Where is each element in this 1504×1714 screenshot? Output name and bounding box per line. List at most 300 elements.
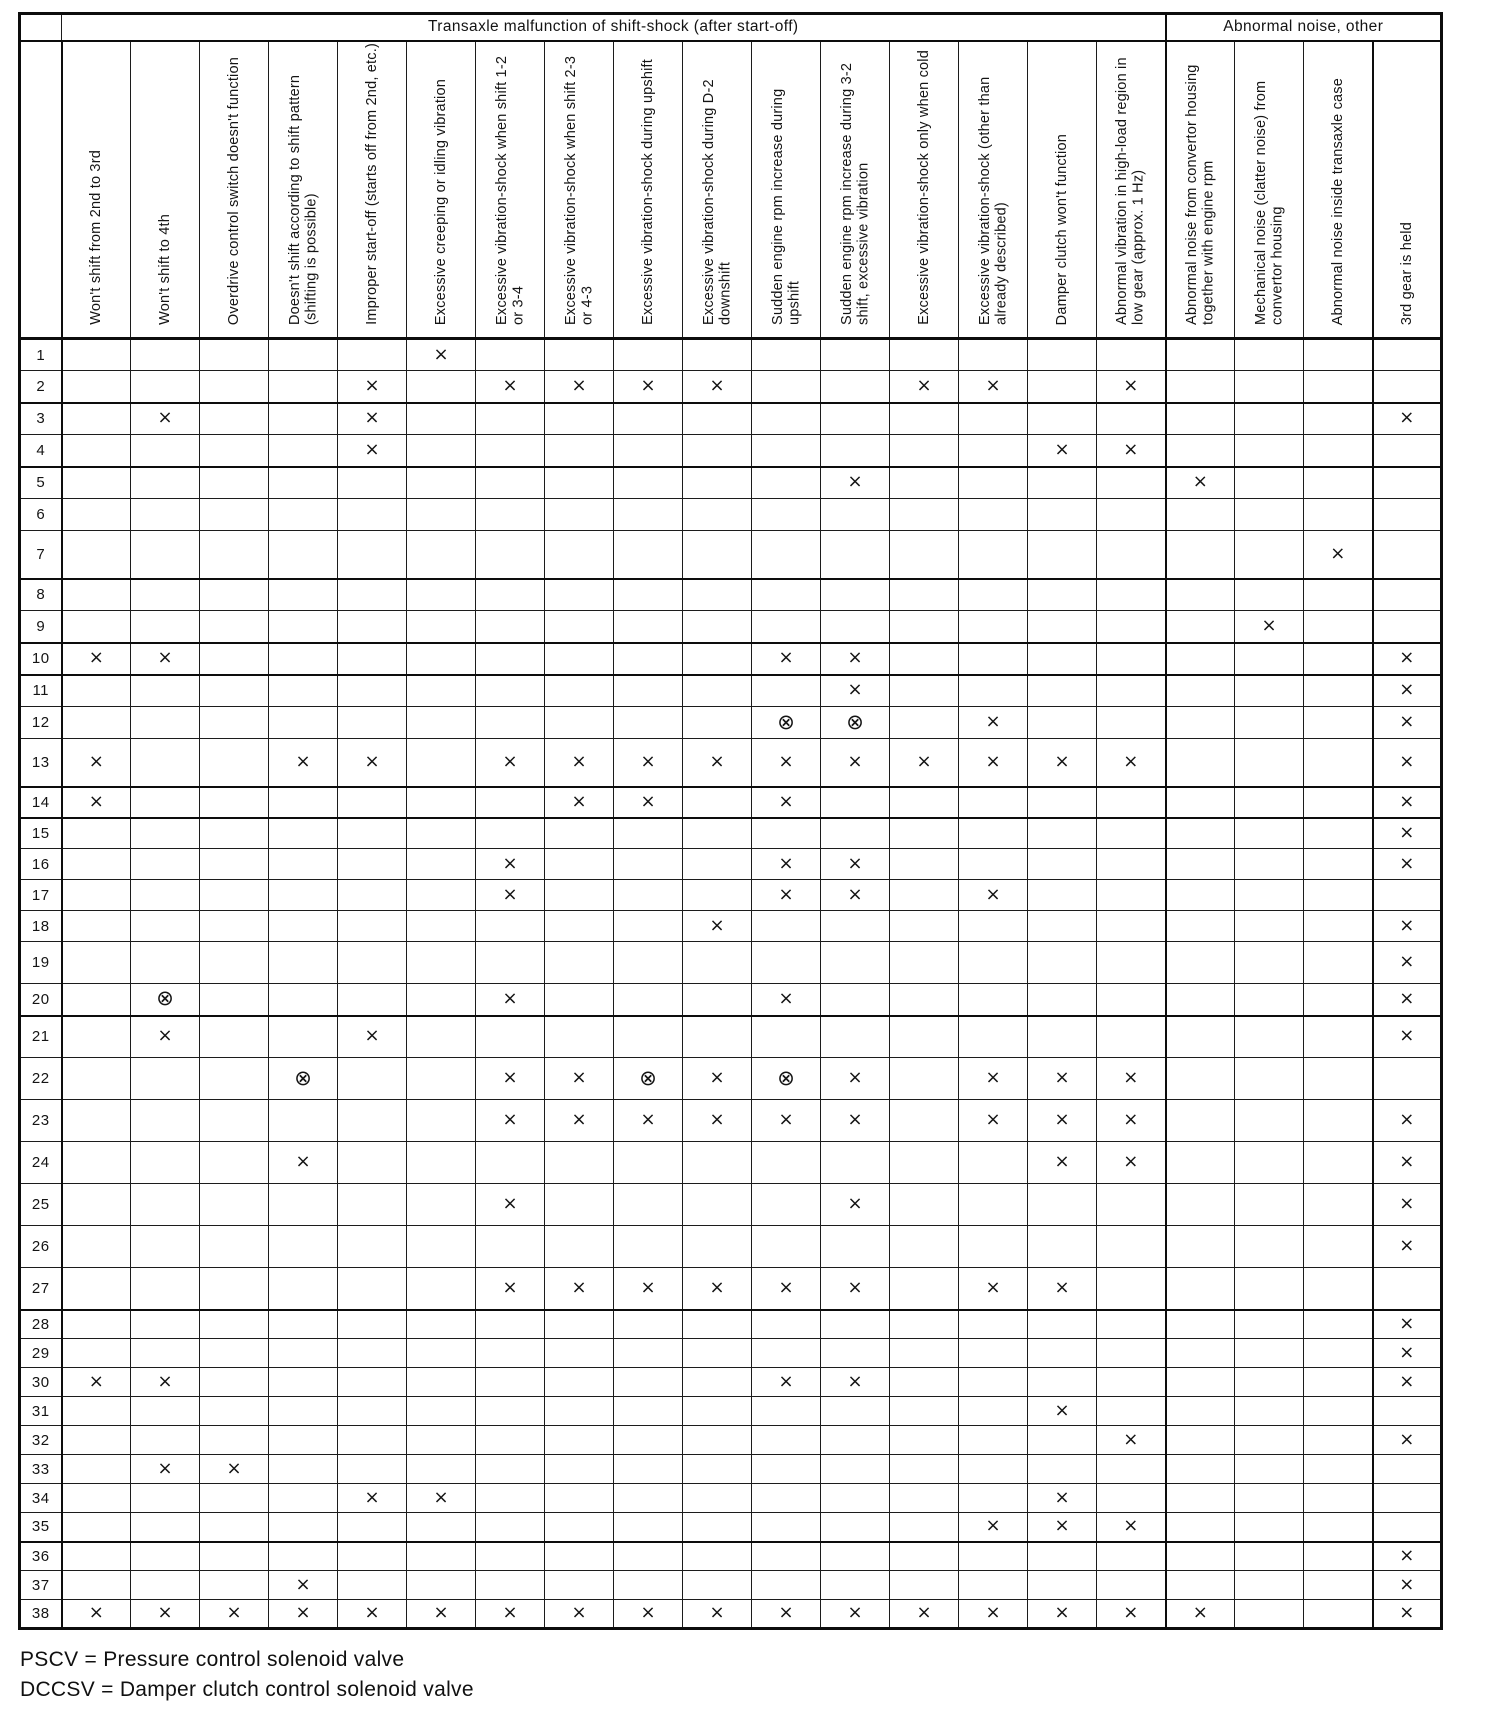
matrix-cell bbox=[200, 1184, 269, 1226]
matrix-cell bbox=[407, 1339, 476, 1368]
matrix-cell bbox=[614, 942, 683, 984]
cross-mark: × bbox=[571, 750, 587, 772]
matrix-cell bbox=[1373, 1513, 1442, 1542]
matrix-cell bbox=[1028, 1600, 1097, 1629]
cause-row bbox=[20, 339, 1442, 371]
matrix-cell bbox=[1235, 1368, 1304, 1397]
matrix-cell bbox=[200, 942, 269, 984]
matrix-cell bbox=[890, 1268, 959, 1310]
cross-mark: × bbox=[1399, 951, 1415, 972]
matrix-cell bbox=[476, 942, 545, 984]
symptom-column-label: Damper clutch won't function bbox=[1053, 133, 1070, 325]
matrix-cell bbox=[131, 579, 200, 611]
matrix-cell bbox=[821, 707, 890, 739]
cross-mark: × bbox=[1054, 1602, 1070, 1623]
matrix-cell bbox=[338, 942, 407, 984]
cross-mark: × bbox=[1123, 750, 1139, 772]
matrix-cell bbox=[1373, 1426, 1442, 1455]
matrix-cell bbox=[131, 1268, 200, 1310]
matrix-cell bbox=[752, 403, 821, 435]
matrix-cell bbox=[959, 1397, 1028, 1426]
matrix-cell bbox=[545, 849, 614, 880]
matrix-cell bbox=[1166, 643, 1235, 675]
matrix-cell bbox=[1373, 1100, 1442, 1142]
matrix-cell bbox=[545, 1142, 614, 1184]
matrix-cell bbox=[545, 1310, 614, 1339]
symptom-column-label: Abnormal vibration in high-load region in low gear (approx. 1 Hz) bbox=[1114, 57, 1147, 325]
matrix-cell bbox=[1235, 1226, 1304, 1268]
cross-mark: × bbox=[502, 374, 518, 396]
matrix-cell bbox=[545, 1397, 614, 1426]
matrix-cell bbox=[890, 880, 959, 911]
matrix-cell bbox=[1097, 849, 1166, 880]
matrix-cell bbox=[476, 787, 545, 818]
matrix-cell bbox=[1235, 1184, 1304, 1226]
circled-cross-mark: ⊗ bbox=[156, 986, 174, 1011]
matrix-cell bbox=[200, 1142, 269, 1184]
matrix-cell bbox=[752, 1455, 821, 1484]
matrix-cell bbox=[1373, 1542, 1442, 1571]
matrix-cell bbox=[62, 371, 131, 403]
matrix-cell bbox=[890, 1397, 959, 1426]
matrix-cell bbox=[476, 818, 545, 849]
matrix-cell bbox=[614, 1455, 683, 1484]
symptom-column-header bbox=[200, 41, 269, 339]
matrix-cell bbox=[821, 1484, 890, 1513]
matrix-cell bbox=[545, 1542, 614, 1571]
matrix-cell bbox=[407, 403, 476, 435]
matrix-cell bbox=[62, 1016, 131, 1058]
cause-number-cell: 23 bbox=[20, 1100, 62, 1142]
matrix-cell bbox=[890, 611, 959, 643]
cross-mark: × bbox=[1123, 1428, 1139, 1450]
matrix-cell bbox=[476, 1310, 545, 1339]
matrix-cell bbox=[614, 818, 683, 849]
cause-row bbox=[20, 579, 1442, 611]
matrix-cell bbox=[476, 1397, 545, 1426]
matrix-cell bbox=[200, 643, 269, 675]
matrix-cell bbox=[1028, 403, 1097, 435]
matrix-cell bbox=[407, 1016, 476, 1058]
matrix-cell bbox=[1235, 371, 1304, 403]
matrix-cell bbox=[131, 1368, 200, 1397]
matrix-cell bbox=[683, 339, 752, 371]
matrix-cell bbox=[1166, 849, 1235, 880]
matrix-cell bbox=[131, 1600, 200, 1629]
matrix-cell bbox=[1304, 849, 1373, 880]
matrix-cell bbox=[338, 818, 407, 849]
matrix-cell bbox=[959, 371, 1028, 403]
matrix-cell bbox=[959, 1339, 1028, 1368]
cross-mark: × bbox=[985, 1515, 1001, 1537]
cross-mark: × bbox=[1054, 750, 1070, 772]
symptom-column-label: Won't shift from 2nd to 3rd bbox=[88, 150, 105, 325]
matrix-cell bbox=[476, 911, 545, 942]
matrix-cell bbox=[1166, 1542, 1235, 1571]
matrix-cell bbox=[131, 1100, 200, 1142]
matrix-cell bbox=[62, 1484, 131, 1513]
matrix-cell bbox=[407, 1455, 476, 1484]
matrix-cell bbox=[890, 643, 959, 675]
matrix-cell bbox=[614, 787, 683, 818]
matrix-cell bbox=[683, 849, 752, 880]
matrix-cell bbox=[683, 403, 752, 435]
matrix-cell bbox=[1373, 739, 1442, 787]
matrix-cell bbox=[752, 1397, 821, 1426]
matrix-cell bbox=[959, 707, 1028, 739]
matrix-cell bbox=[269, 371, 338, 403]
cause-number-cell: 22 bbox=[20, 1058, 62, 1100]
matrix-cell bbox=[1304, 339, 1373, 371]
matrix-cell bbox=[752, 707, 821, 739]
matrix-cell bbox=[821, 1142, 890, 1184]
cross-mark: × bbox=[1399, 1544, 1415, 1566]
matrix-cell bbox=[1235, 675, 1304, 707]
matrix-cell bbox=[338, 1339, 407, 1368]
matrix-cell bbox=[131, 1513, 200, 1542]
cross-mark: × bbox=[1399, 1235, 1415, 1256]
cross-mark: × bbox=[1399, 711, 1415, 732]
matrix-cell bbox=[200, 1455, 269, 1484]
matrix-cell bbox=[269, 611, 338, 643]
matrix-cell bbox=[1097, 818, 1166, 849]
matrix-cell bbox=[821, 1426, 890, 1455]
matrix-cell bbox=[269, 1542, 338, 1571]
row-number-column-header bbox=[20, 41, 62, 339]
matrix-cell bbox=[1166, 1600, 1235, 1629]
matrix-cell bbox=[1235, 1484, 1304, 1513]
matrix-cell bbox=[1097, 675, 1166, 707]
matrix-cell bbox=[752, 1226, 821, 1268]
matrix-cell bbox=[1097, 739, 1166, 787]
matrix-cell bbox=[62, 707, 131, 739]
matrix-cell bbox=[959, 1513, 1028, 1542]
matrix-cell bbox=[1028, 339, 1097, 371]
cross-mark: × bbox=[847, 1370, 863, 1392]
matrix-cell bbox=[752, 1268, 821, 1310]
matrix-cell bbox=[1373, 1455, 1442, 1484]
matrix-cell bbox=[959, 1600, 1028, 1629]
cross-mark: × bbox=[778, 852, 794, 874]
matrix-cell bbox=[545, 339, 614, 371]
matrix-cell bbox=[683, 1368, 752, 1397]
matrix-cell bbox=[476, 339, 545, 371]
matrix-cell bbox=[407, 1600, 476, 1629]
matrix-cell bbox=[1373, 1310, 1442, 1339]
matrix-cell bbox=[545, 403, 614, 435]
cross-mark: × bbox=[847, 471, 863, 493]
matrix-cell bbox=[200, 707, 269, 739]
matrix-cell bbox=[959, 467, 1028, 499]
matrix-cell bbox=[338, 371, 407, 403]
matrix-cell bbox=[62, 942, 131, 984]
matrix-cell bbox=[821, 942, 890, 984]
matrix-cell bbox=[1235, 1542, 1304, 1571]
matrix-cell bbox=[545, 1426, 614, 1455]
cause-row bbox=[20, 1368, 1442, 1397]
cross-mark: × bbox=[364, 374, 380, 396]
matrix-cell bbox=[752, 1016, 821, 1058]
cross-mark: × bbox=[433, 1486, 449, 1508]
matrix-cell bbox=[683, 707, 752, 739]
cross-mark: × bbox=[1054, 1151, 1070, 1172]
matrix-cell bbox=[131, 499, 200, 531]
matrix-cell bbox=[1235, 880, 1304, 911]
matrix-cell bbox=[62, 1368, 131, 1397]
cross-mark: × bbox=[709, 750, 725, 772]
matrix-cell bbox=[1028, 1397, 1097, 1426]
symptom-column-header bbox=[1304, 41, 1373, 339]
matrix-cell bbox=[1373, 371, 1442, 403]
matrix-cell bbox=[545, 1058, 614, 1100]
matrix-cell bbox=[1235, 467, 1304, 499]
matrix-cell bbox=[1373, 1268, 1442, 1310]
matrix-cell bbox=[1373, 707, 1442, 739]
matrix-cell bbox=[890, 339, 959, 371]
matrix-cell bbox=[476, 1142, 545, 1184]
cross-mark: × bbox=[1123, 438, 1139, 460]
cause-number-cell: 4 bbox=[20, 435, 62, 467]
matrix-cell bbox=[269, 435, 338, 467]
matrix-cell bbox=[752, 911, 821, 942]
matrix-cell bbox=[407, 942, 476, 984]
matrix-cell bbox=[476, 1058, 545, 1100]
matrix-cell bbox=[62, 1513, 131, 1542]
cause-number-cell: 26 bbox=[20, 1226, 62, 1268]
matrix-cell bbox=[752, 1600, 821, 1629]
matrix-cell bbox=[683, 739, 752, 787]
matrix-cell bbox=[269, 1226, 338, 1268]
matrix-cell bbox=[1373, 880, 1442, 911]
matrix-cell bbox=[338, 435, 407, 467]
matrix-cell bbox=[1028, 1268, 1097, 1310]
cross-mark: × bbox=[571, 1276, 587, 1298]
matrix-cell bbox=[614, 611, 683, 643]
matrix-cell bbox=[1166, 1513, 1235, 1542]
matrix-cell bbox=[338, 1397, 407, 1426]
matrix-cell bbox=[269, 1268, 338, 1310]
cross-mark: × bbox=[778, 987, 794, 1009]
circled-cross-mark: ⊗ bbox=[777, 709, 795, 734]
cause-row bbox=[20, 942, 1442, 984]
cause-number-cell: 9 bbox=[20, 611, 62, 643]
matrix-cell bbox=[821, 579, 890, 611]
cross-mark: × bbox=[1054, 1399, 1070, 1421]
symptom-column-header bbox=[545, 41, 614, 339]
matrix-cell bbox=[683, 611, 752, 643]
cross-mark: × bbox=[985, 1109, 1001, 1130]
matrix-cell bbox=[821, 1016, 890, 1058]
cause-row bbox=[20, 1426, 1442, 1455]
cause-row bbox=[20, 1058, 1442, 1100]
cross-mark: × bbox=[640, 1276, 656, 1298]
matrix-cell bbox=[683, 643, 752, 675]
matrix-cell bbox=[683, 1397, 752, 1426]
matrix-cell bbox=[545, 1513, 614, 1542]
matrix-cell bbox=[476, 707, 545, 739]
matrix-cell bbox=[890, 499, 959, 531]
matrix-cell bbox=[821, 739, 890, 787]
matrix-cell bbox=[131, 531, 200, 579]
cross-mark: × bbox=[502, 1602, 518, 1623]
matrix-cell bbox=[821, 1226, 890, 1268]
matrix-cell bbox=[1304, 1226, 1373, 1268]
matrix-cell bbox=[1097, 467, 1166, 499]
matrix-cell bbox=[200, 880, 269, 911]
symptom-column-header bbox=[338, 41, 407, 339]
cause-number-cell: 32 bbox=[20, 1426, 62, 1455]
matrix-cell bbox=[1166, 1484, 1235, 1513]
matrix-cell bbox=[1373, 467, 1442, 499]
matrix-cell bbox=[545, 435, 614, 467]
cross-mark: × bbox=[709, 1067, 725, 1088]
matrix-cell bbox=[338, 739, 407, 787]
matrix-cell bbox=[545, 1184, 614, 1226]
matrix-cell bbox=[200, 984, 269, 1016]
matrix-cell bbox=[821, 339, 890, 371]
cross-mark: × bbox=[502, 1276, 518, 1298]
matrix-cell bbox=[1028, 880, 1097, 911]
matrix-cell bbox=[821, 403, 890, 435]
circled-cross-mark: ⊗ bbox=[639, 1065, 657, 1090]
cross-mark: × bbox=[157, 407, 173, 429]
matrix-cell bbox=[200, 1542, 269, 1571]
matrix-cell bbox=[959, 942, 1028, 984]
matrix-cell bbox=[200, 1310, 269, 1339]
matrix-cell bbox=[62, 849, 131, 880]
matrix-cell bbox=[62, 1455, 131, 1484]
symptom-column-label: 3rd gear is held bbox=[1398, 221, 1415, 325]
symptom-column-header bbox=[1166, 41, 1235, 339]
matrix-cell bbox=[683, 675, 752, 707]
cross-mark: × bbox=[985, 1602, 1001, 1623]
matrix-cell bbox=[683, 1016, 752, 1058]
matrix-cell bbox=[407, 611, 476, 643]
diagnosis-matrix-table bbox=[18, 12, 1443, 1630]
matrix-cell bbox=[1304, 1016, 1373, 1058]
matrix-cell bbox=[62, 1058, 131, 1100]
matrix-cell bbox=[1304, 1184, 1373, 1226]
cross-mark: × bbox=[502, 987, 518, 1009]
matrix-cell bbox=[338, 1542, 407, 1571]
matrix-cell bbox=[1373, 435, 1442, 467]
cross-mark: × bbox=[640, 1602, 656, 1623]
cross-mark: × bbox=[1399, 987, 1415, 1009]
matrix-cell bbox=[1166, 531, 1235, 579]
matrix-cell bbox=[890, 675, 959, 707]
matrix-cell bbox=[1235, 818, 1304, 849]
cause-row bbox=[20, 1100, 1442, 1142]
cross-mark: × bbox=[1123, 1602, 1139, 1623]
matrix-cell bbox=[1304, 739, 1373, 787]
matrix-cell bbox=[959, 1426, 1028, 1455]
matrix-cell bbox=[614, 499, 683, 531]
matrix-cell bbox=[752, 531, 821, 579]
matrix-cell bbox=[1235, 339, 1304, 371]
matrix-cell bbox=[407, 1184, 476, 1226]
matrix-cell bbox=[683, 499, 752, 531]
matrix-cell bbox=[1028, 911, 1097, 942]
matrix-cell bbox=[959, 818, 1028, 849]
matrix-cell bbox=[1373, 579, 1442, 611]
cross-mark: × bbox=[1399, 647, 1415, 668]
matrix-cell bbox=[752, 1426, 821, 1455]
matrix-cell bbox=[407, 1100, 476, 1142]
matrix-cell bbox=[614, 1184, 683, 1226]
matrix-cell bbox=[476, 1571, 545, 1600]
matrix-cell bbox=[1166, 1016, 1235, 1058]
cross-mark: × bbox=[157, 1457, 173, 1479]
matrix-cell bbox=[476, 1016, 545, 1058]
matrix-cell bbox=[269, 1058, 338, 1100]
matrix-cell bbox=[545, 984, 614, 1016]
matrix-cell bbox=[1166, 1184, 1235, 1226]
matrix-cell bbox=[1097, 1542, 1166, 1571]
matrix-cell bbox=[200, 1571, 269, 1600]
matrix-cell bbox=[890, 531, 959, 579]
matrix-cell bbox=[1097, 371, 1166, 403]
matrix-cell bbox=[1166, 707, 1235, 739]
matrix-cell bbox=[683, 1184, 752, 1226]
cross-mark: × bbox=[364, 1025, 380, 1047]
cross-mark: × bbox=[88, 647, 104, 668]
cause-row bbox=[20, 911, 1442, 942]
matrix-cell bbox=[545, 787, 614, 818]
matrix-cell bbox=[200, 1513, 269, 1542]
cross-mark: × bbox=[985, 750, 1001, 772]
matrix-cell bbox=[683, 1268, 752, 1310]
matrix-cell bbox=[476, 499, 545, 531]
cross-mark: × bbox=[295, 1573, 311, 1595]
cause-row bbox=[20, 1142, 1442, 1184]
matrix-cell bbox=[614, 911, 683, 942]
matrix-cell bbox=[200, 579, 269, 611]
cross-mark: × bbox=[847, 852, 863, 874]
matrix-cell bbox=[752, 942, 821, 984]
matrix-cell bbox=[545, 818, 614, 849]
matrix-cell bbox=[890, 911, 959, 942]
matrix-cell bbox=[821, 1368, 890, 1397]
matrix-cell bbox=[200, 1058, 269, 1100]
cross-mark: × bbox=[985, 1067, 1001, 1088]
matrix-cell bbox=[752, 1310, 821, 1339]
cross-mark: × bbox=[1399, 790, 1415, 812]
matrix-cell bbox=[752, 1484, 821, 1513]
matrix-cell bbox=[407, 1226, 476, 1268]
matrix-cell bbox=[1235, 1600, 1304, 1629]
matrix-cell bbox=[131, 435, 200, 467]
matrix-cell bbox=[476, 579, 545, 611]
matrix-cell bbox=[1166, 1426, 1235, 1455]
symptom-column-header bbox=[890, 41, 959, 339]
matrix-cell bbox=[614, 849, 683, 880]
matrix-cell bbox=[131, 1142, 200, 1184]
cause-number-cell: 28 bbox=[20, 1310, 62, 1339]
matrix-cell bbox=[269, 1339, 338, 1368]
matrix-cell bbox=[545, 1455, 614, 1484]
matrix-cell bbox=[1235, 707, 1304, 739]
matrix-cell bbox=[1097, 707, 1166, 739]
matrix-cell bbox=[752, 849, 821, 880]
matrix-cell bbox=[752, 1339, 821, 1368]
matrix-cell bbox=[62, 1184, 131, 1226]
matrix-cell bbox=[338, 1484, 407, 1513]
matrix-cell bbox=[1373, 1571, 1442, 1600]
cause-row bbox=[20, 1484, 1442, 1513]
matrix-cell bbox=[476, 1226, 545, 1268]
cross-mark: × bbox=[1054, 1515, 1070, 1537]
matrix-cell bbox=[683, 1339, 752, 1368]
